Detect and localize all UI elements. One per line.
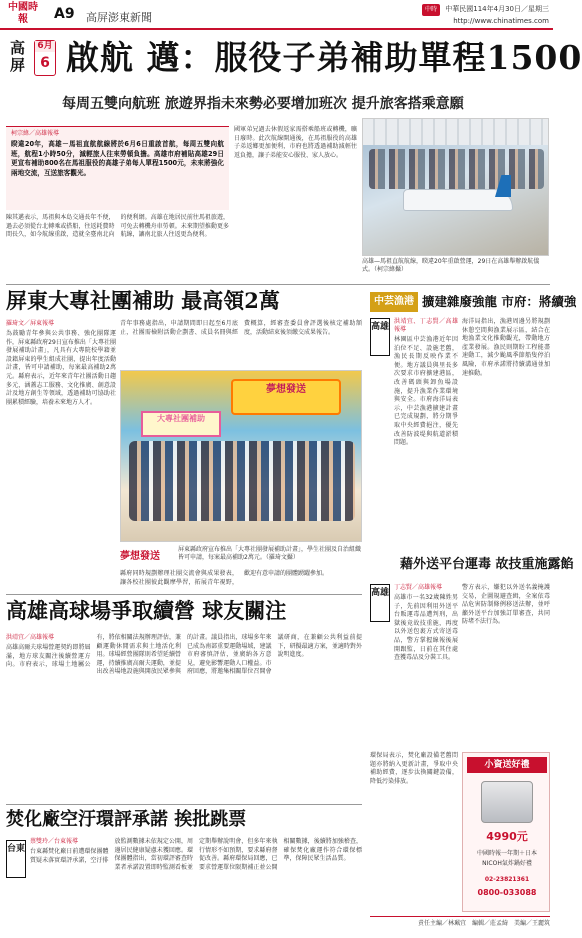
divider [6, 284, 550, 285]
page-footer: 責任主編／林珮宜 編輯／莊孟綺 美編／王麗筑 [370, 916, 550, 930]
story-1-header [4, 34, 582, 92]
ad-phone[interactable]: 0800-033088 [477, 888, 537, 897]
story-2-photo [120, 370, 362, 542]
divider [6, 804, 362, 805]
ad-price: 4990元 [486, 830, 528, 843]
story-2-headline: 屏東大專社團補助 最高領2萬 [6, 288, 280, 313]
story-4-body-2: 警方表示，嫌犯以外送名義掩護交易，企圖規避查緝，全案依毒品危害防制條例移送法辦，並呼籲外送平台加強訂單審查，共同防堵不法行為。 [462, 584, 550, 626]
photo-ceiling [363, 119, 548, 145]
story-3-headline: 擴建雜廢強龍 市府：將續強 [422, 294, 577, 309]
story-1-headline: 啟航 邁：服役子弟補助單程1500 [66, 38, 582, 77]
date-badge [34, 40, 56, 76]
story-1-lead-box [6, 126, 229, 210]
story-6-headline: 焚化廠空汙環評承諾 挨批跳票 [6, 809, 247, 830]
story-3-body-1 [370, 318, 458, 550]
divider [6, 594, 362, 595]
story-2-byline: 羅琦文／屏東報導 [6, 320, 55, 327]
ad-line-1: 中國時報一年期＋日本 [476, 850, 537, 857]
brand-badge: 中時 [422, 4, 440, 16]
date-badge-day: 6 [40, 55, 50, 71]
section-name: 高屏澎東新聞 [86, 11, 152, 24]
story-5-body-text: 高雄高爾夫球場營運契約即將屆滿，地方球友關注後續營運方向。市府表示，球場土地屬公有，將依相關法規辦理評估，兼顧運動休閒需求與土地活化利用。球場經營團隊則希望延續營運，持續推廣高爾夫運動，並提出改善場地設施與開放民眾參與的計畫。議員指出，球場多年來已成為南部重要運動場域，建議市府審慎評估，並廣納各方意見，避免影響運動人口權益。市府回應，將邀集相關單位召開會議研商，在兼顧公共利益前提下，研擬最適方案，並適時對外說明進度。 [6, 634, 362, 676]
story-3-region-tag: 高雄 [370, 318, 390, 356]
ad-line-2: NICOH氣炸鍋好禮 [482, 860, 532, 867]
story-4-byline: 丁志賢／高雄報導 [394, 584, 443, 591]
story-5-body [6, 634, 362, 802]
subscription-ad[interactable] [462, 752, 550, 912]
story-4-body-1-text: 高雄市一名32歲陳姓男子，先前因利用外送平台販運毒品遭判刑，出獄後竟故技重施，再度以外送包裹方式寄送毒品，警方掌握線報後展開跟監，日前在其住處查獲毒品及分裝工具。 [394, 594, 458, 662]
story-4-body-1 [370, 584, 458, 748]
story-3-body-1-text: 林園區中芸漁港近年因泊位不足、設施老舊，漁民長期反映作業不便。地方議員與里長多次要求市府擴建港區，改善碼頭與卸魚場設施，提升漁業作業環境與安全。市府海洋局表示，中芸漁港擴建計畫已完成規劃，將分期爭取中央經費挹注，優先改善防波堤與航道淤積問題。 [394, 336, 458, 447]
story-2-body-1-text: 為鼓勵青年參與公共事務、強化團隊運作，屏東縣政府29日宣布推出「大專社團發展補助計畫」，凡具有大專院校學籍並設籍屏東的學生組成社團，提出年度活動計畫，皆可申請補助，每案最高補助2萬元。縣府表示，近年來青年社團活動日趨多元，涵蓋志工服務、文化推廣、創意設計及地方創生等領域，透過補助可協助社團累積經驗，培養未來地方人才。 [6, 330, 116, 406]
photo-board: 大專社團補助 [141, 411, 221, 437]
page-number: A9 [54, 6, 75, 22]
photo-banner: 夢想發送 [231, 379, 341, 415]
story-2-body-3: 縣府同時規劃辦理社團交流會與成果發表，讓各校社團彼此觀摩學習，拓展青年視野，歡迎有意申請的團體踴躍參加。 [120, 570, 329, 586]
story-2-body-2: 青年事務處指出，申請期間即日起至6月底止，社團需檢附活動企劃書、成員名冊與經費概算，經審查委員會評選後核定補助額度，活動結束後須繳交成果報告。 [120, 320, 362, 336]
newspaper-logo: 中國時報 [8, 2, 38, 25]
story-6-body-side: 環保局表示，焚化廠設備老舊問題亦將納入更新計畫，爭取中央補助經費，逐步汰換關鍵設備，降低污染排放。 [370, 752, 458, 785]
story-1-photo-caption: 高雄—馬祖直航航線，睽違20年重啟營運，29日在高雄舉辦啟航儀式。（柯宗緯攝） [362, 258, 540, 273]
story-6-body-text: 台東縣焚化廠日前遭環保團體質疑未落實環評承諾，空汙排放監測數據未依規定公開，周邊居民健康疑慮未獲回應。環保團體指出，當初環評審查時業者承諾設置即時監測看板並定期舉辦說明會，但多年來執行情形不如預期，要求縣府督促改善。縣府環保局回應，已要求營運單位限期補正並公開相關數據，後續將加強稽查，確保焚化廠運作符合環保標準，保障民眾生活品質。 [30, 838, 362, 871]
story-3-tag: 中芸漁港 [370, 292, 418, 312]
date-badge-month: 6月 [35, 41, 55, 52]
masthead-info [422, 4, 549, 26]
story-2-photo-caption: 屏東縣政府宣布推出「大專社團發展補助計畫」，學生社團及自治組織皆可申請，每案最高補助2萬元。（羅琦文攝） [178, 546, 362, 561]
story-4-region-tag: 高雄 [370, 584, 390, 622]
ad-phone-2[interactable]: 02-23821361 [484, 876, 530, 883]
story-6-body [6, 838, 362, 930]
story-2-caption-tag: 夢想發送 [120, 551, 160, 562]
story-1-byline: 柯宗緯／高雄報導 [11, 130, 60, 137]
story-4-headline: 藉外送平台運毒 故技重施露餡 [400, 557, 574, 572]
photo-people [369, 149, 544, 189]
story-6-byline: 蔡雙玲／台東報導 [30, 838, 79, 845]
story-5-headline: 高雄高球場爭取續營 球友關注 [6, 598, 287, 623]
story-3-byline: 洪靖宜、丁志賢／高雄報導 [394, 318, 458, 333]
region-kicker: 高屏 [10, 39, 26, 74]
story-3-body-2: 海洋局指出，漁港周邊另將規劃休憩空間與漁業展示區，結合在地漁業文化推動觀光，帶動地方產業發展。漁民則期盼工程能盡速動工，減少颱風季節船隻停泊風險，市府承諾將持續溝通並加速推動。 [462, 318, 550, 377]
story-1-body-1: 陳其邁表示，馬祖與本島交通長年不便，過去必須從台北轉乘或搭船，往返耗費時間長久，如今航線重啟，造就全臺南北向的便利網。高雄在地居民前往馬祖旅遊，可免去轉機舟車勞頓。未來期望推動更多航線，讓南北旅人往返更為便利。 [6, 214, 229, 239]
story-1-lead: 睽違20年，高雄－馬祖直航航線將於6月6日重啟首航，每周五雙向航班，航程1小時50分，減輕旅人往來勞頓負擔。高雄市府補貼高雄29日更宣布補助800名在馬祖服役的高雄子弟每人單程1500元，未來將強化兩地交流，互送旅客觀光。 [11, 140, 224, 177]
air-fryer-icon [481, 781, 533, 823]
story-1-subhead: 每周五雙向航班 旅遊界指未來勢必要增加班次 提升旅客搭乘意願 [62, 96, 464, 112]
story-1-photo [362, 118, 549, 256]
story-1-body-2: 國軍弟兄過去休假返家需搭乘船班或轉機，曠日廢時。此次航線開通後，在馬祖服役的高雄子弟返鄉更加便利，市府也將透過補助減輕往返負擔，讓子弟能安心服役、家人放心。 [234, 126, 357, 159]
date-line: 中華民國114年4月30日／星期三 [445, 5, 549, 13]
site-url[interactable]: http://www.chinatimes.com [453, 17, 549, 25]
story-2-body-1 [6, 320, 116, 590]
ad-title: 小資送好禮 [467, 757, 547, 773]
masthead [0, 0, 553, 30]
story-5-byline: 洪靖宜／高雄報導 [6, 634, 55, 641]
photo-group [129, 441, 355, 521]
story-6-region-tag: 台東 [6, 840, 26, 878]
